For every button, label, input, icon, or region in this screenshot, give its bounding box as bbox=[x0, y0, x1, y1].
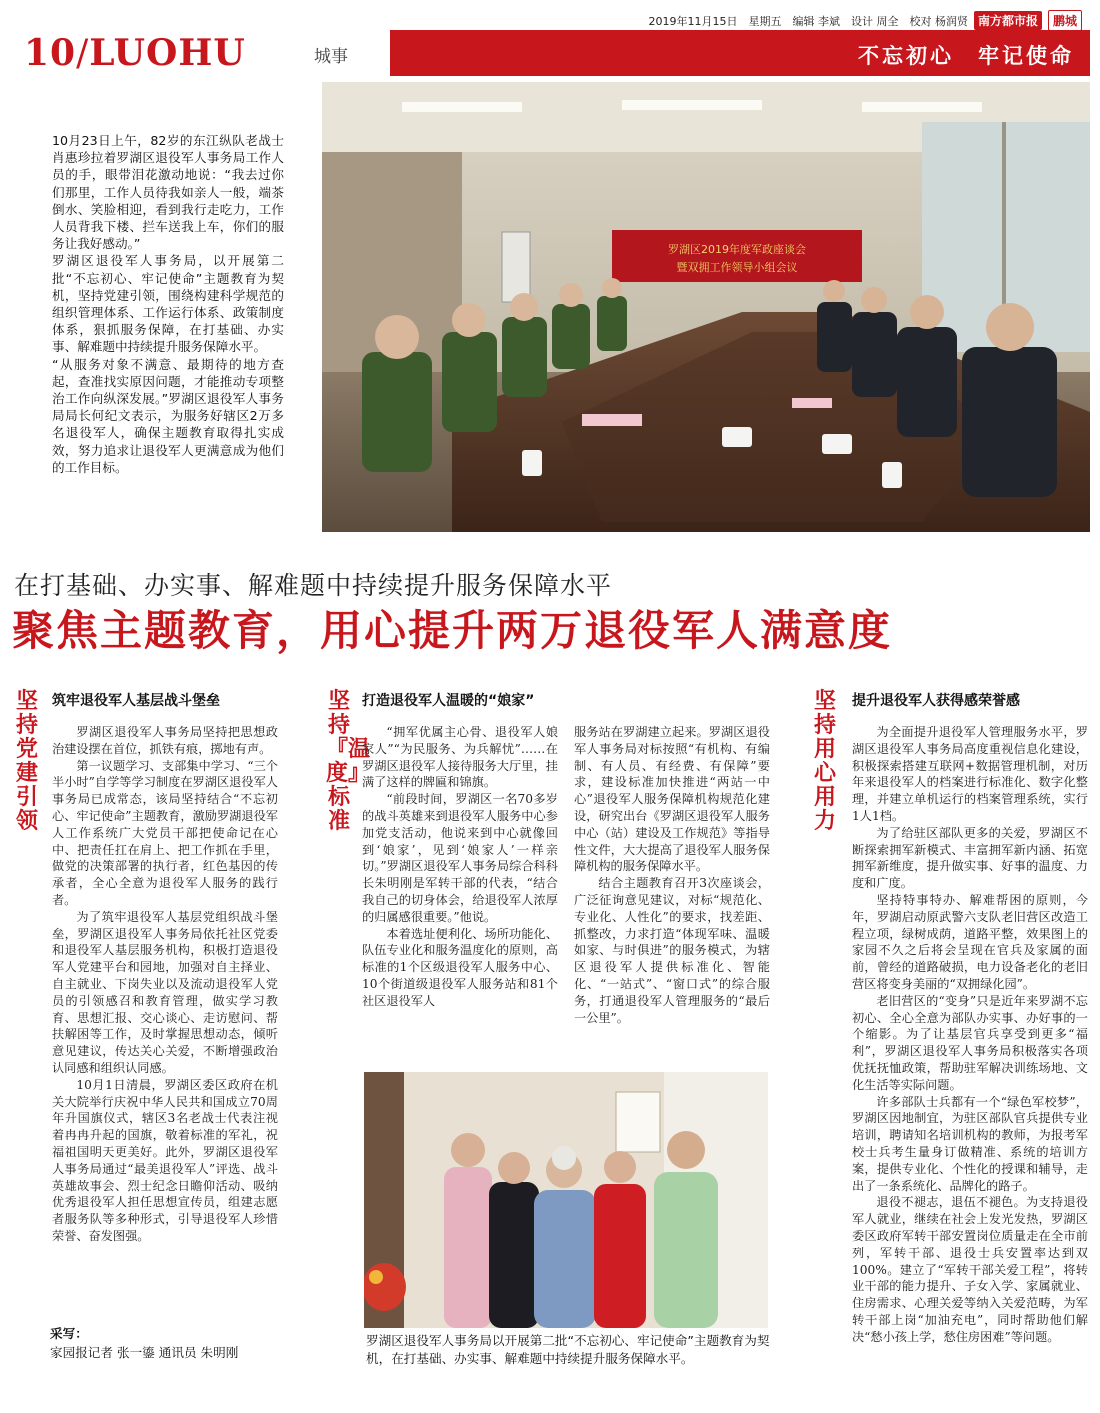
photo-caption: 罗湖区退役军人事务局以开展第二批“不忘初心、牢记使命”主题教育为契机，在打基础、办实事、解难题中持续提升服务保障水平。 bbox=[366, 1333, 770, 1366]
page-number-digits: 10 bbox=[24, 32, 77, 74]
intro-column bbox=[52, 132, 284, 476]
meeting-photo-illustration bbox=[322, 82, 1090, 532]
middle-section-subhead: 打造退役军人温暖的“娘家” bbox=[362, 693, 535, 709]
banner-line-2: 暨双拥工作领导小组会议 bbox=[676, 261, 798, 274]
body-paragraph: 本着选址便利化、场所功能化、队伍专业化和服务温度化的原则，高标准的1个区级退役军人服务中心、10个街道级退役军人服务站和81个社区退役军人 bbox=[362, 926, 558, 1008]
body-paragraph: 为了给驻区部队更多的关爱，罗湖区不断探索拥军新模式、丰富拥军新内涵、拓宽拥军新维度，提升做实事、好事的温度、力度和广度。 bbox=[852, 825, 1088, 891]
slogan: 不忘初心 牢记使命 bbox=[858, 44, 1074, 68]
middle-section-col1 bbox=[362, 724, 558, 1010]
body-paragraph: 退役不褪志，退伍不褪色。为支持退役军人就业，继续在社会上发光发热，罗湖区委区政府军转干部安置岗位质量走在全市前列，军转干部、退役士兵安置率达到双100%。建立了“军转干部关爱工程”，将转业干部的能力提升、子女入学、家属就业、住房需求、心理关爱等纳入关爱范畴，为军转干部上岗“加油充电”，同时帮助他们解决“愁小孩上学，愁住房困难”等问题。 bbox=[852, 1195, 1088, 1344]
page-number: 10/LUOHU bbox=[24, 32, 246, 74]
body-paragraph: 罗湖区退役军人事务局坚持把思想政治建设摆在首位，抓铁有痕，掷地有声。 bbox=[52, 725, 278, 756]
middle-section-col2 bbox=[574, 724, 770, 1026]
page-name: LUOHU bbox=[89, 32, 246, 74]
left-section-body bbox=[52, 724, 278, 1245]
right-section-subhead: 提升退役军人获得感荣誉感 bbox=[852, 693, 1020, 709]
meeting-photo bbox=[322, 82, 1090, 532]
left-section-label: 坚持党建引领 bbox=[15, 689, 38, 834]
body-paragraph: 10月1日清晨，罗湖区委区政府在机关大院举行庆祝中华人民共和国成立70周年升国旗仪式，辖区3名老战士代表注视着冉冉升起的国旗，敬着标准的军礼，祝福祖国明天更美好。此外，罗湖区退役军人事务局通过“最美退役军人”评选、战斗英雄故事会、烈士纪念日瞻仰活动、吸纳优秀退役军人担任思想宣传员，组建志愿者服务队等多种形式，引导退役军人珍惜荣誉、奋发图强。 bbox=[52, 1077, 278, 1243]
right-section-body bbox=[852, 724, 1088, 1345]
body-paragraph: 坚持特事特办、解难帮困的原则，今年，罗湖启动原武警六支队老旧营区改造工程立项，绿树成荫，道路平整，效果图上的家园不久之后将会呈现在官兵及家属的面前，曾经的道路破损，电力设备老化的老旧营区将变身美丽的“双拥绿化园”。 bbox=[852, 892, 1088, 991]
body-paragraph: 老旧营区的“变身”只是近年来罗湖不忘初心、全心全意为部队办实事、办好事的一个缩影。为了让基层官兵享受到更多“福利”，罗湖区退役军人事务局积极落实各项优抚抚恤政策，帮助驻军解决训练场地、文化生活等实际问题。 bbox=[852, 993, 1088, 1092]
body-paragraph: 服务站在罗湖建立起来。罗湖区退役军人事务局对标按照“有机构、有编制、有人员、有经费、有保障”要求，建设标准加快推进“两站一中心”退役军人服务保障机构规范化建设，研究出台《罗湖区退役军人服务中心（站）建设及工作规范》等指导性文件，大大提高了退役军人服务保障机构的服务保障水平。 bbox=[574, 725, 770, 874]
byline-label: 采写： bbox=[50, 1326, 88, 1341]
group-photo bbox=[364, 1072, 768, 1328]
right-section-label: 坚持用心用力 bbox=[813, 689, 836, 834]
intro-paragraph: 10月23日上午，82岁的东江纵队老战士肖惠珍拉着罗湖区退役军人事务局工作人员的手，眼带泪花激动地说：“我去过你们那里，工作人员待我如亲人一般，端茶倒水、笑脸相迎，看到我行走吃力，工作人员背我下楼、拦车送我上车，你们的服务让我好感动。” bbox=[52, 133, 284, 252]
headline: 聚焦主题教育，用心提升两万退役军人满意度 bbox=[12, 606, 893, 655]
left-section-subhead: 筑牢退役军人基层战斗堡垒 bbox=[52, 693, 220, 709]
body-paragraph: 第一议题学习、支部集中学习、“三个半小时”自学等学习制度在罗湖区退役军人事务局已成常态，该局坚持结合“不忘初心、牢记使命”主题教育，激励罗湖退役军人工作系统广大党员干部把使命记在心中、把责任扛在肩上、把工作抓在手里，做党的决策部署的执行者，红色基因的传承者，全心全意为退役军人服务的践行者。 bbox=[52, 758, 278, 907]
edition-logo: 鹏城 bbox=[1048, 10, 1082, 31]
section-label: 城事 bbox=[314, 47, 348, 67]
header-white-box bbox=[10, 30, 390, 76]
paper-logo: 南方都市报 bbox=[974, 11, 1042, 30]
date-editor-line bbox=[648, 10, 1082, 31]
banner-line-1: 罗湖区2019年度军政座谈会 bbox=[668, 243, 806, 256]
date-line: 2019年11月15日 星期五 编辑 李斌 设计 周全 校对 杨润贤 bbox=[648, 14, 968, 28]
deck-subtitle: 在打基础、办实事、解难题中持续提升服务保障水平 bbox=[14, 571, 613, 600]
group-photo-illustration bbox=[364, 1072, 768, 1328]
intro-paragraph: 罗湖区退役军人事务局，以开展第二批“不忘初心、牢记使命”主题教育为契机，坚持党建引领，围绕构建科学规范的组织管理体系、工作运行体系、政策制度体系，狠抓服务保障，在打基础、办实事、解难题中持续提升服务保障水平。 bbox=[52, 253, 284, 355]
body-paragraph: “前段时间，罗湖区一名70多岁的战斗英雄来到退役军人服务中心参加党支活动，他说来到中心就像回到‘娘家’，见到‘娘家人’一样亲切。”罗湖区退役军人事务局综合科科长朱明刚是军转干部的代表，“结合我自己的切身体会，给退役军人浓厚的归属感很重要。”他说。 bbox=[362, 792, 558, 924]
middle-section-label: 坚持『温度』标准 bbox=[326, 689, 371, 834]
body-paragraph: “拥军优属主心骨、退役军人娘家人”“为民服务、为兵解忧”……在罗湖区退役军人接待服务大厅里，挂满了这样的牌匾和锦旗。 bbox=[362, 725, 558, 790]
page-header-band bbox=[10, 30, 1090, 76]
byline bbox=[50, 1324, 238, 1362]
body-paragraph: 为全面提升退役军人管理服务水平，罗湖区退役军人事务局高度重视信息化建设，积极探索搭建互联网+数据管理机制，对历年来退役军人的档案进行标准化、数字化整理，并建立单机运行的档案管理系统，实行1人1档。 bbox=[852, 725, 1088, 823]
body-paragraph: 为了筑牢退役军人基层党组织战斗堡垒，罗湖区退役军人事务局依托社区党委和退役军人基层服务机构，积极打造退役军人党建平台和园地，加强对自主择业、自主就业、下岗失业以及流动退役军人党员的引领感召和教育管理，做实学习教育、思想汇报、交心谈心、走访慰问、帮扶解困等工作，及时掌握思想动态，倾听意见建议，传达关心关爱，不断增强政治认同感和组织认同感。 bbox=[52, 909, 278, 1075]
intro-paragraph: “从服务对象不满意、最期待的地方查起，查准找实原因问题，才能推动专项整治工作向纵深发展。”罗湖区退役军人事务局局长何纪文表示，为服务好辖区2万多名退役军人，确保主题教育取得扎实成效，努力追求让退役军人更满意成为他们的工作目标。 bbox=[52, 356, 284, 475]
body-paragraph: 许多部队士兵都有一个“绿色军校梦”，罗湖区因地制宜，为驻区部队官兵提供专业培训，聘请知名培训机构的教师，为报考军校士兵考生量身订做精准、系统的培训方案，提供专业化、个性化的授课和辅导，走出了一条系统化、品牌化的路子。 bbox=[852, 1094, 1088, 1193]
body-paragraph: 结合主题教育召开3次座谈会，广泛征询意见建议，对标“规范化、专业化、人性化”的要求，找差距、抓整改，力求打造“体现军味、温暖如家、与时俱进”的服务模式，为辖区退役军人提供标准化、智能化、“一站式”、“窗口式”的综合服务，打通退役军人管理服务的“最后一公里”。 bbox=[574, 876, 770, 1025]
byline-names: 家园报记者 张一鎏 通讯员 朱明刚 bbox=[50, 1345, 239, 1360]
